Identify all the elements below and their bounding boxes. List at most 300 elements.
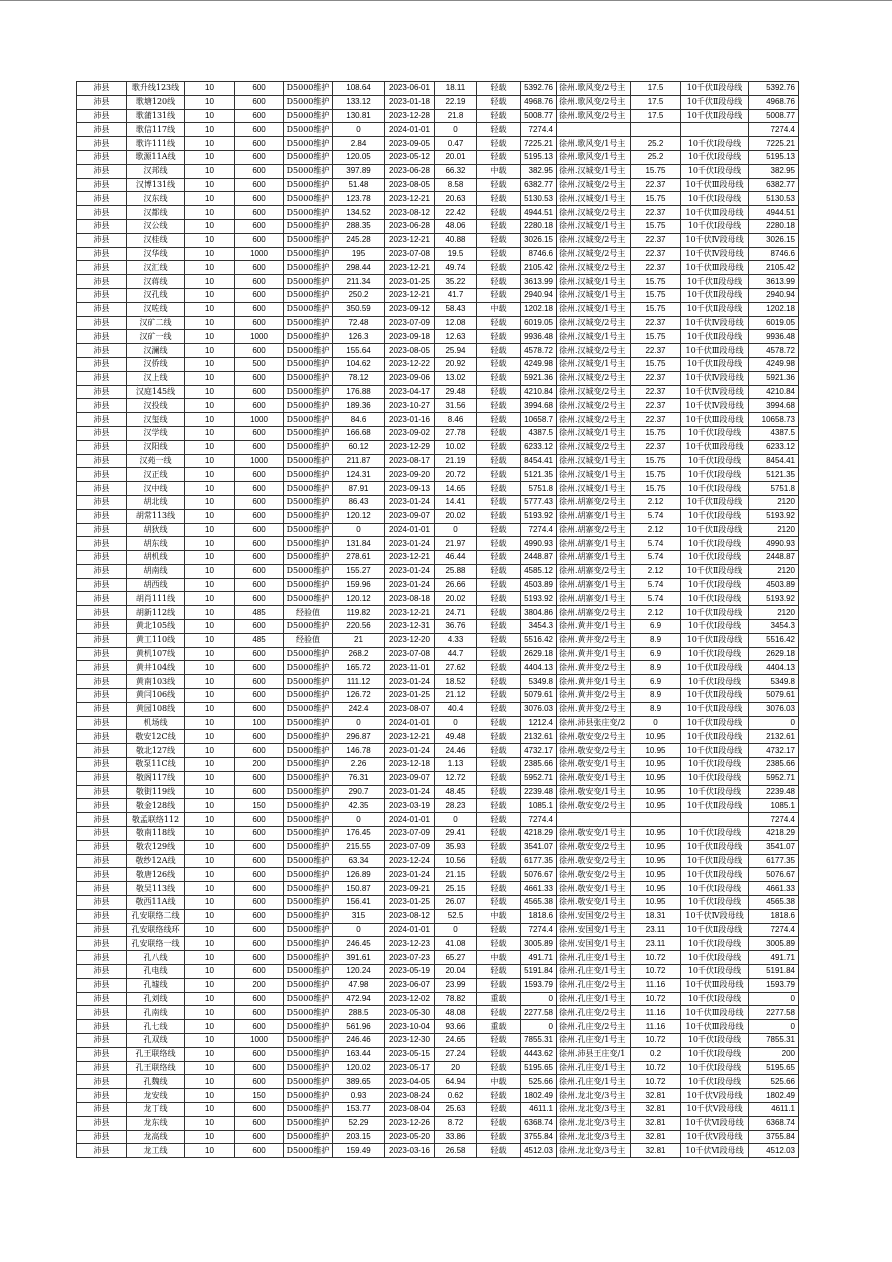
cell-peak-current: 86.43 [333,495,385,509]
cell-load-rate: 35.93 [435,840,477,854]
cell-peak-date: 2024-01-01 [385,123,435,137]
cell-final-capacity: 5079.61 [749,689,799,703]
cell-bus-section: 10千伏Ⅱ段母线 [681,730,749,744]
cell-county: 沛县 [77,1130,127,1144]
cell-line-name: 汉桂线 [127,233,185,247]
table-row [77,537,799,551]
cell-rated-current: 600 [235,288,284,302]
cell-line-name: 胡新112线 [127,606,185,620]
cell-county: 沛县 [77,923,127,937]
cell-final-capacity: 2120 [749,523,799,537]
cell-source: D5000维护 [284,426,333,440]
cell-voltage: 10 [185,1102,235,1116]
cell-line-name: 汉庭145线 [127,385,185,399]
cell-available-capacity: 2385.66 [521,758,557,772]
table-row [77,219,799,233]
cell-county: 沛县 [77,399,127,413]
cell-line-name: 敬街119线 [127,785,185,799]
cell-county: 沛县 [77,537,127,551]
cell-county: 沛县 [77,344,127,358]
cell-load-rate: 12.08 [435,316,477,330]
cell-county: 沛县 [77,578,127,592]
cell-available-capacity: 3804.86 [521,606,557,620]
cell-peak-date: 2023-09-20 [385,468,435,482]
cell-source: D5000维护 [284,840,333,854]
cell-substation-transformer: 徐州.汉城变/1号主 [557,219,631,233]
cell-peak-current: 0 [333,923,385,937]
cell-substation-transformer: 徐州.汉城变/1号主 [557,164,631,178]
table-row [77,965,799,979]
cell-bus-section: 10千伏Ⅱ段母线 [681,330,749,344]
cell-final-capacity: 1818.6 [749,909,799,923]
cell-available-capacity: 4249.98 [521,357,557,371]
cell-available-capacity: 1802.49 [521,1089,557,1103]
cell-source: D5000维护 [284,564,333,578]
cell-county: 沛县 [77,1116,127,1130]
cell-peak-current: 0.93 [333,1089,385,1103]
table-row [77,178,799,192]
cell-county: 沛县 [77,551,127,565]
cell-transformer-margin: 8.9 [631,633,681,647]
cell-transformer-margin: 10.95 [631,896,681,910]
cell-rated-current: 600 [235,109,284,123]
cell-line-name: 汉苑一线 [127,454,185,468]
cell-available-capacity: 5952.71 [521,771,557,785]
cell-substation-transformer: 徐州.黄井变/2号主 [557,661,631,675]
cell-rated-current: 600 [235,206,284,220]
cell-voltage: 10 [185,357,235,371]
cell-load-status: 轻载 [477,233,521,247]
cell-final-capacity: 3755.84 [749,1130,799,1144]
cell-line-name: 敬南118线 [127,827,185,841]
table-row [77,82,799,96]
cell-peak-date: 2023-09-12 [385,302,435,316]
cell-available-capacity: 4944.51 [521,206,557,220]
cell-line-name: 龙工线 [127,1144,185,1158]
cell-rated-current: 600 [235,909,284,923]
cell-available-capacity: 1593.79 [521,978,557,992]
cell-peak-date: 2023-09-06 [385,371,435,385]
cell-substation-transformer: 徐州.黄井变/2号主 [557,633,631,647]
cell-peak-current: 290.7 [333,785,385,799]
cell-substation-transformer: 徐州.孔庄变/2号主 [557,1020,631,1034]
cell-county: 沛县 [77,302,127,316]
cell-load-rate: 36.76 [435,620,477,634]
cell-bus-section: 10千伏Ⅳ段母线 [681,385,749,399]
cell-rated-current: 600 [235,578,284,592]
cell-transformer-margin: 22.37 [631,413,681,427]
cell-line-name: 孔安联络线环 [127,923,185,937]
cell-load-status: 轻载 [477,1116,521,1130]
cell-substation-transformer: 徐州.胡寨变/1号主 [557,509,631,523]
cell-voltage: 10 [185,330,235,344]
cell-load-rate: 8.58 [435,178,477,192]
cell-rated-current: 600 [235,192,284,206]
cell-transformer-margin: 22.37 [631,399,681,413]
cell-bus-section: 10千伏Ⅴ段母线 [681,1102,749,1116]
cell-load-status: 轻载 [477,785,521,799]
cell-rated-current: 600 [235,495,284,509]
cell-available-capacity: 3005.89 [521,937,557,951]
table-row [77,689,799,703]
cell-peak-date: 2023-06-07 [385,978,435,992]
cell-bus-section: 10千伏Ⅰ段母线 [681,937,749,951]
cell-voltage: 10 [185,551,235,565]
cell-line-name: 汉汇线 [127,261,185,275]
cell-peak-date: 2023-01-25 [385,275,435,289]
cell-voltage: 10 [185,840,235,854]
cell-substation-transformer: 徐州.汉城变/1号主 [557,357,631,371]
cell-line-name: 胡常113线 [127,509,185,523]
cell-final-capacity: 3005.89 [749,937,799,951]
cell-available-capacity: 3755.84 [521,1130,557,1144]
cell-load-rate: 25.15 [435,882,477,896]
cell-county: 沛县 [77,951,127,965]
cell-bus-section: 10千伏Ⅰ段母线 [681,882,749,896]
cell-substation-transformer: 徐州.敬安变/1号主 [557,827,631,841]
cell-load-rate: 48.45 [435,785,477,799]
cell-peak-current: 0 [333,123,385,137]
cell-load-rate: 25.63 [435,1102,477,1116]
cell-county: 沛县 [77,1033,127,1047]
table-row [77,730,799,744]
cell-final-capacity: 3613.99 [749,275,799,289]
cell-line-name: 胡东线 [127,537,185,551]
table-row [77,951,799,965]
cell-substation-transformer: 徐州.汉城变/2号主 [557,261,631,275]
cell-peak-current: 120.24 [333,965,385,979]
cell-load-status: 轻载 [477,758,521,772]
cell-peak-current: 126.3 [333,330,385,344]
cell-final-capacity: 7274.4 [749,923,799,937]
cell-load-rate: 52.5 [435,909,477,923]
cell-county: 沛县 [77,206,127,220]
cell-final-capacity: 0 [749,716,799,730]
cell-substation-transformer: 徐州.黄井变/2号主 [557,689,631,703]
cell-rated-current: 600 [235,482,284,496]
cell-final-capacity: 7855.31 [749,1033,799,1047]
cell-load-rate: 20 [435,1061,477,1075]
cell-available-capacity: 4578.72 [521,344,557,358]
cell-peak-date: 2023-03-19 [385,799,435,813]
table-row [77,385,799,399]
cell-peak-current: 120.02 [333,1061,385,1075]
cell-load-status: 轻载 [477,564,521,578]
cell-transformer-margin: 8.9 [631,661,681,675]
cell-substation-transformer: 徐州.敬安变/2号主 [557,840,631,854]
cell-load-rate: 28.23 [435,799,477,813]
cell-load-status: 轻载 [477,937,521,951]
cell-voltage: 10 [185,123,235,137]
cell-peak-date: 2023-10-04 [385,1020,435,1034]
cell-final-capacity: 6019.05 [749,316,799,330]
cell-voltage: 10 [185,661,235,675]
cell-load-rate: 0 [435,123,477,137]
cell-final-capacity: 5008.77 [749,109,799,123]
cell-peak-date: 2023-12-20 [385,633,435,647]
cell-bus-section: 10千伏Ⅱ段母线 [681,357,749,371]
cell-available-capacity: 3994.68 [521,399,557,413]
cell-transformer-margin: 10.95 [631,868,681,882]
cell-peak-current: 0 [333,813,385,827]
cell-peak-current: 155.64 [333,344,385,358]
cell-voltage: 10 [185,371,235,385]
cell-line-name: 歌源11A线 [127,150,185,164]
cell-source: D5000维护 [284,137,333,151]
cell-source: D5000维护 [284,1020,333,1034]
cell-bus-section: 10千伏Ⅰ段母线 [681,137,749,151]
cell-peak-current: 155.27 [333,564,385,578]
cell-peak-date: 2023-08-12 [385,206,435,220]
cell-load-status: 轻载 [477,385,521,399]
table-row [77,785,799,799]
cell-available-capacity: 1085.1 [521,799,557,813]
cell-peak-date: 2024-01-01 [385,813,435,827]
cell-county: 沛县 [77,523,127,537]
cell-line-name: 汉咗线 [127,302,185,316]
cell-voltage: 10 [185,827,235,841]
table-row [77,192,799,206]
cell-load-rate: 29.41 [435,827,477,841]
table-row [77,109,799,123]
cell-rated-current: 150 [235,1089,284,1103]
cell-transformer-margin: 32.81 [631,1116,681,1130]
cell-voltage: 10 [185,509,235,523]
cell-available-capacity: 1212.4 [521,716,557,730]
cell-voltage: 10 [185,482,235,496]
cell-peak-current: 220.56 [333,620,385,634]
cell-load-rate: 26.66 [435,578,477,592]
cell-load-status: 轻载 [477,426,521,440]
cell-source: D5000维护 [284,799,333,813]
cell-final-capacity: 7274.4 [749,123,799,137]
cell-transformer-margin: 0.2 [631,1047,681,1061]
cell-county: 沛县 [77,247,127,261]
cell-load-rate: 58.43 [435,302,477,316]
cell-load-status: 轻载 [477,702,521,716]
cell-bus-section: 10千伏Ⅰ段母线 [681,509,749,523]
cell-load-rate: 21.15 [435,868,477,882]
cell-county: 沛县 [77,702,127,716]
cell-available-capacity: 382.95 [521,164,557,178]
table-row [77,551,799,565]
cell-substation-transformer: 徐州.孔庄变/1号主 [557,965,631,979]
cell-peak-date: 2023-12-23 [385,937,435,951]
cell-load-status: 重载 [477,1020,521,1034]
cell-final-capacity: 4565.38 [749,896,799,910]
cell-substation-transformer: 徐州.汉城变/2号主 [557,371,631,385]
cell-load-status: 轻载 [477,799,521,813]
cell-final-capacity: 5349.8 [749,675,799,689]
table-row [77,1102,799,1116]
cell-substation-transformer: 徐州.孔庄变/2号主 [557,1006,631,1020]
cell-rated-current: 600 [235,564,284,578]
cell-load-rate: 21.8 [435,109,477,123]
cell-line-name: 敬吴113线 [127,882,185,896]
cell-available-capacity: 5392.76 [521,82,557,96]
cell-source: D5000维护 [284,344,333,358]
table-row [77,868,799,882]
cell-load-rate: 48.06 [435,219,477,233]
cell-load-status: 轻载 [477,109,521,123]
cell-county: 沛县 [77,689,127,703]
cell-bus-section: 10千伏Ⅱ段母线 [681,275,749,289]
cell-transformer-margin: 15.75 [631,192,681,206]
cell-rated-current: 600 [235,854,284,868]
cell-load-status: 轻载 [477,1144,521,1158]
cell-line-name: 孔南线 [127,1006,185,1020]
cell-final-capacity: 4944.51 [749,206,799,220]
cell-load-rate: 22.19 [435,95,477,109]
table-row [77,923,799,937]
cell-transformer-margin: 15.75 [631,302,681,316]
cell-source: D5000维护 [284,357,333,371]
cell-available-capacity: 4512.03 [521,1144,557,1158]
table-row [77,1006,799,1020]
cell-transformer-margin: 2.12 [631,495,681,509]
cell-transformer-margin: 25.2 [631,150,681,164]
cell-county: 沛县 [77,82,127,96]
cell-substation-transformer: 徐州.汉城变/1号主 [557,426,631,440]
cell-load-status: 中载 [477,951,521,965]
cell-transformer-margin: 32.81 [631,1144,681,1158]
cell-load-rate: 12.63 [435,330,477,344]
cell-load-status: 轻载 [477,965,521,979]
cell-load-status: 轻载 [477,468,521,482]
table-row [77,137,799,151]
cell-available-capacity: 5195.65 [521,1061,557,1075]
cell-substation-transformer: 徐州.敬安变/1号主 [557,771,631,785]
cell-rated-current: 600 [235,661,284,675]
cell-available-capacity: 0 [521,1020,557,1034]
cell-peak-date: 2023-10-27 [385,399,435,413]
cell-substation-transformer: 徐州.汉城变/2号主 [557,316,631,330]
cell-county: 沛县 [77,992,127,1006]
cell-load-status: 轻载 [477,689,521,703]
cell-voltage: 10 [185,965,235,979]
cell-peak-current: 397.89 [333,164,385,178]
cell-transformer-margin: 32.81 [631,1102,681,1116]
cell-voltage: 10 [185,261,235,275]
cell-line-name: 汉孔线 [127,288,185,302]
cell-load-status: 轻载 [477,716,521,730]
cell-voltage: 10 [185,882,235,896]
table-row [77,509,799,523]
cell-load-status: 轻载 [477,123,521,137]
cell-county: 沛县 [77,192,127,206]
cell-bus-section: 10千伏Ⅳ段母线 [681,371,749,385]
cell-county: 沛县 [77,357,127,371]
cell-load-rate: 21.97 [435,537,477,551]
cell-peak-current: 163.44 [333,1047,385,1061]
cell-line-name: 孔安联络一线 [127,937,185,951]
cell-load-status: 轻载 [477,275,521,289]
cell-load-status: 轻载 [477,440,521,454]
cell-load-rate: 24.65 [435,1033,477,1047]
cell-source: D5000维护 [284,261,333,275]
cell-substation-transformer: 徐州.胡寨变/1号主 [557,537,631,551]
cell-county: 沛县 [77,261,127,275]
cell-load-rate: 66.32 [435,164,477,178]
cell-county: 沛县 [77,854,127,868]
cell-voltage: 10 [185,1089,235,1103]
cell-load-rate: 49.74 [435,261,477,275]
cell-bus-section: 10千伏Ⅰ段母线 [681,771,749,785]
cell-source: D5000维护 [284,689,333,703]
cell-line-name: 黄南103线 [127,675,185,689]
cell-substation-transformer: 徐州.汉城变/1号主 [557,288,631,302]
cell-bus-section: 10千伏Ⅰ段母线 [681,482,749,496]
cell-substation-transformer: 徐州.敬安变/2号主 [557,854,631,868]
cell-source: D5000维护 [284,702,333,716]
table-row [77,675,799,689]
cell-rated-current: 600 [235,523,284,537]
table-row [77,1075,799,1089]
cell-line-name: 汉公线 [127,219,185,233]
table-row [77,578,799,592]
table-row [77,482,799,496]
cell-rated-current: 1000 [235,247,284,261]
cell-source: D5000维护 [284,495,333,509]
cell-load-status: 轻载 [477,509,521,523]
cell-peak-date: 2023-07-08 [385,247,435,261]
cell-county: 沛县 [77,316,127,330]
cell-rated-current: 600 [235,592,284,606]
feeder-table-sheet [76,81,799,1158]
cell-transformer-margin: 10.95 [631,785,681,799]
table-row [77,758,799,772]
cell-rated-current: 600 [235,744,284,758]
cell-peak-date: 2023-05-20 [385,1130,435,1144]
cell-county: 沛县 [77,385,127,399]
table-row [77,1130,799,1144]
cell-transformer-margin: 8.9 [631,689,681,703]
cell-county: 沛县 [77,661,127,675]
cell-available-capacity: 8746.6 [521,247,557,261]
cell-load-status: 轻载 [477,661,521,675]
cell-transformer-margin: 15.75 [631,426,681,440]
cell-voltage: 10 [185,164,235,178]
cell-bus-section: 10千伏Ⅱ段母线 [681,661,749,675]
cell-source: D5000维护 [284,827,333,841]
cell-load-rate: 40.4 [435,702,477,716]
cell-bus-section: 10千伏Ⅱ段母线 [681,868,749,882]
cell-load-rate: 48.08 [435,1006,477,1020]
cell-bus-section: 10千伏Ⅳ段母线 [681,233,749,247]
cell-rated-current: 600 [235,647,284,661]
cell-available-capacity: 5751.8 [521,482,557,496]
cell-peak-date: 2023-12-30 [385,1033,435,1047]
cell-bus-section: 10千伏Ⅱ段母线 [681,799,749,813]
cell-load-rate: 44.7 [435,647,477,661]
cell-source: D5000维护 [284,909,333,923]
cell-available-capacity: 2629.18 [521,647,557,661]
cell-peak-current: 211.87 [333,454,385,468]
cell-line-name: 汉投线 [127,399,185,413]
cell-transformer-margin: 22.37 [631,233,681,247]
cell-available-capacity: 5193.92 [521,509,557,523]
cell-source: D5000维护 [284,275,333,289]
cell-county: 沛县 [77,454,127,468]
cell-load-rate: 27.78 [435,426,477,440]
cell-load-rate: 14.41 [435,495,477,509]
cell-voltage: 10 [185,1116,235,1130]
cell-load-rate: 0 [435,716,477,730]
cell-line-name: 敬纱12A线 [127,854,185,868]
cell-available-capacity: 5349.8 [521,675,557,689]
cell-voltage: 10 [185,923,235,937]
cell-load-status: 轻载 [477,827,521,841]
